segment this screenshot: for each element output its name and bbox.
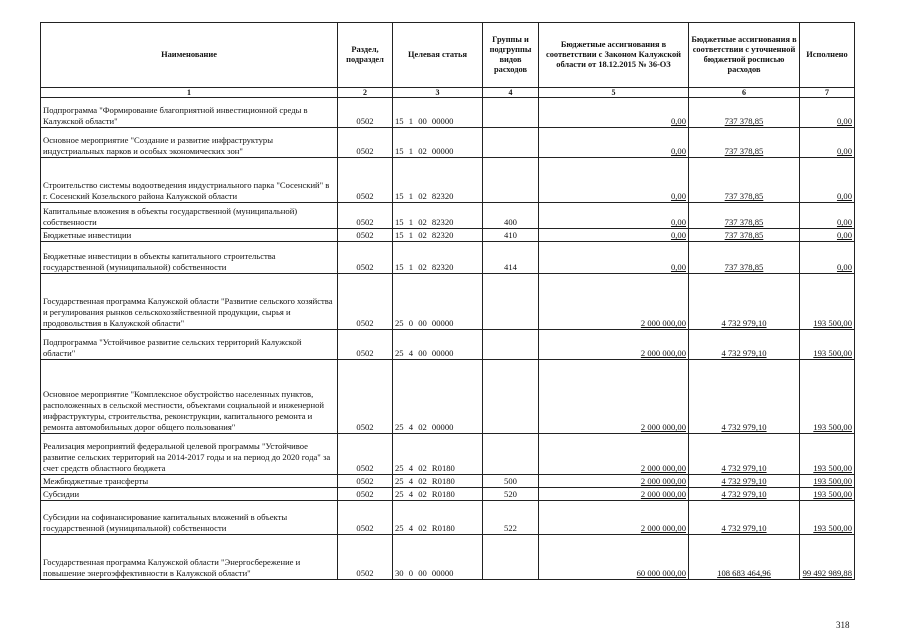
row-group xyxy=(483,535,539,580)
row-section: 0502 xyxy=(338,158,393,203)
row-revised-value: 4 732 979,10 xyxy=(689,360,800,434)
row-group xyxy=(483,158,539,203)
row-law-value: 2 000 000,00 xyxy=(539,330,689,360)
row-group: 520 xyxy=(483,488,539,501)
row-executed-value: 193 500,00 xyxy=(800,488,855,501)
row-name: Строительство системы водоотведения индустриального парка "Сосенский" в г. Сосенский Козельского района Калужской области xyxy=(41,158,338,203)
row-revised-value: 737 378,85 xyxy=(689,203,800,229)
page-number: 318 xyxy=(836,620,850,630)
row-name: Подпрограмма "Устойчивое развитие сельских территорий Калужской области" xyxy=(41,330,338,360)
table-row xyxy=(41,475,855,488)
column-number: 1 xyxy=(41,88,338,98)
row-target: 25 4 02 R0180 xyxy=(393,475,483,488)
row-target: 15 1 00 00000 xyxy=(393,98,483,128)
table-row xyxy=(41,98,855,128)
row-group xyxy=(483,360,539,434)
row-section: 0502 xyxy=(338,203,393,229)
row-law-value: 60 000 000,00 xyxy=(539,535,689,580)
row-law-value: 2 000 000,00 xyxy=(539,488,689,501)
row-group xyxy=(483,274,539,330)
table-row xyxy=(41,535,855,580)
header-law-allocation: Бюджетные ассигнования в соответствии с Законом Калужской области от 18.12.2015 № 36-ОЗ xyxy=(539,23,689,88)
row-revised-value: 4 732 979,10 xyxy=(689,488,800,501)
column-number: 3 xyxy=(393,88,483,98)
table-row xyxy=(41,158,855,203)
column-number: 7 xyxy=(800,88,855,98)
row-revised-value: 737 378,85 xyxy=(689,229,800,242)
row-law-value: 2 000 000,00 xyxy=(539,360,689,434)
table-row xyxy=(41,229,855,242)
row-revised-value: 4 732 979,10 xyxy=(689,475,800,488)
row-name: Основное мероприятие "Комплексное обустройство населенных пунктов, расположенных в сельской местности, объектами социальной и инженерной инфраструктуры, строительства, реконструкции, капитального ремонта и ремонта автомобильных дорог общего пользования" xyxy=(41,360,338,434)
table-row xyxy=(41,360,855,434)
row-executed-value: 0,00 xyxy=(800,158,855,203)
row-executed-value: 193 500,00 xyxy=(800,274,855,330)
row-name: Государственная программа Калужской области "Энергосбережение и повышение энергоэффективности в Калужской области" xyxy=(41,535,338,580)
row-name: Реализация мероприятий федеральной целевой программы "Устойчивое развитие сельских территорий на 2014-2017 годы и на период до 2020 года" за счет средств областного бюджета xyxy=(41,434,338,475)
row-target: 25 4 02 00000 xyxy=(393,360,483,434)
table-row xyxy=(41,242,855,274)
row-target: 15 1 02 82320 xyxy=(393,203,483,229)
table-row xyxy=(41,128,855,158)
header-target: Целевая статья xyxy=(393,23,483,88)
row-law-value: 2 000 000,00 xyxy=(539,475,689,488)
table-row xyxy=(41,488,855,501)
row-target: 15 1 02 82320 xyxy=(393,158,483,203)
column-number: 6 xyxy=(689,88,800,98)
header-section: Раздел, подраздел xyxy=(338,23,393,88)
row-name: Подпрограмма "Формирование благоприятной инвестиционной среды в Калужской области" xyxy=(41,98,338,128)
row-section: 0502 xyxy=(338,434,393,475)
row-executed-value: 193 500,00 xyxy=(800,501,855,535)
row-executed-value: 0,00 xyxy=(800,229,855,242)
row-target: 15 1 02 00000 xyxy=(393,128,483,158)
row-target: 25 4 02 R0180 xyxy=(393,434,483,475)
row-revised-value: 108 683 464,96 xyxy=(689,535,800,580)
row-target: 30 0 00 00000 xyxy=(393,535,483,580)
header-row xyxy=(41,23,855,88)
row-revised-value: 4 732 979,10 xyxy=(689,434,800,475)
row-section: 0502 xyxy=(338,229,393,242)
row-revised-value: 4 732 979,10 xyxy=(689,501,800,535)
row-section: 0502 xyxy=(338,274,393,330)
table-row xyxy=(41,330,855,360)
row-section: 0502 xyxy=(338,488,393,501)
row-executed-value: 193 500,00 xyxy=(800,330,855,360)
column-number-row xyxy=(41,88,855,98)
column-number: 2 xyxy=(338,88,393,98)
row-revised-value: 737 378,85 xyxy=(689,242,800,274)
budget-table xyxy=(40,22,855,580)
row-group xyxy=(483,330,539,360)
row-section: 0502 xyxy=(338,475,393,488)
row-section: 0502 xyxy=(338,360,393,434)
row-group: 400 xyxy=(483,203,539,229)
row-law-value: 2 000 000,00 xyxy=(539,274,689,330)
row-target: 25 0 00 00000 xyxy=(393,274,483,330)
row-section: 0502 xyxy=(338,501,393,535)
row-section: 0502 xyxy=(338,128,393,158)
row-section: 0502 xyxy=(338,98,393,128)
row-executed-value: 193 500,00 xyxy=(800,434,855,475)
row-executed-value: 193 500,00 xyxy=(800,475,855,488)
header-executed: Исполнено xyxy=(800,23,855,88)
row-target: 25 4 02 R0180 xyxy=(393,488,483,501)
row-section: 0502 xyxy=(338,242,393,274)
table-row xyxy=(41,203,855,229)
row-law-value: 0,00 xyxy=(539,98,689,128)
row-group: 410 xyxy=(483,229,539,242)
row-executed-value: 0,00 xyxy=(800,98,855,128)
row-group xyxy=(483,434,539,475)
row-name: Капитальные вложения в объекты государственной (муниципальной) собственности xyxy=(41,203,338,229)
row-name: Субсидии xyxy=(41,488,338,501)
column-number: 5 xyxy=(539,88,689,98)
row-law-value: 2 000 000,00 xyxy=(539,501,689,535)
row-section: 0502 xyxy=(338,535,393,580)
row-law-value: 2 000 000,00 xyxy=(539,434,689,475)
header-revised-allocation: Бюджетные ассигнования в соответствии с уточненной бюджетной росписью расходов xyxy=(689,23,800,88)
header-name: Наименование xyxy=(41,23,338,88)
row-target: 15 1 02 82320 xyxy=(393,242,483,274)
row-name: Основное мероприятие "Создание и развитие инфраструктуры индустриальных парков и особых экономических зон" xyxy=(41,128,338,158)
row-group: 522 xyxy=(483,501,539,535)
row-group: 500 xyxy=(483,475,539,488)
row-name: Бюджетные инвестиции xyxy=(41,229,338,242)
row-group xyxy=(483,98,539,128)
table-row xyxy=(41,274,855,330)
table-row xyxy=(41,501,855,535)
row-revised-value: 4 732 979,10 xyxy=(689,274,800,330)
row-law-value: 0,00 xyxy=(539,242,689,274)
table-row xyxy=(41,434,855,475)
row-target: 15 1 02 82320 xyxy=(393,229,483,242)
row-executed-value: 193 500,00 xyxy=(800,360,855,434)
row-executed-value: 0,00 xyxy=(800,242,855,274)
row-name: Субсидии на софинансирование капитальных вложений в объекты государственной (муниципальной) собственности xyxy=(41,501,338,535)
row-executed-value: 0,00 xyxy=(800,128,855,158)
row-revised-value: 4 732 979,10 xyxy=(689,330,800,360)
row-revised-value: 737 378,85 xyxy=(689,128,800,158)
row-target: 25 4 00 00000 xyxy=(393,330,483,360)
row-law-value: 0,00 xyxy=(539,128,689,158)
row-group xyxy=(483,128,539,158)
row-section: 0502 xyxy=(338,330,393,360)
row-law-value: 0,00 xyxy=(539,229,689,242)
row-law-value: 0,00 xyxy=(539,203,689,229)
row-law-value: 0,00 xyxy=(539,158,689,203)
row-name: Бюджетные инвестиции в объекты капитального строительства государственной (муниципальной) собственности xyxy=(41,242,338,274)
row-name: Межбюджетные трансферты xyxy=(41,475,338,488)
header-group: Группы и подгруппы видов расходов xyxy=(483,23,539,88)
column-number: 4 xyxy=(483,88,539,98)
row-executed-value: 0,00 xyxy=(800,203,855,229)
row-revised-value: 737 378,85 xyxy=(689,98,800,128)
row-revised-value: 737 378,85 xyxy=(689,158,800,203)
row-group: 414 xyxy=(483,242,539,274)
row-target: 25 4 02 R0180 xyxy=(393,501,483,535)
row-executed-value: 99 492 989,88 xyxy=(800,535,855,580)
row-name: Государственная программа Калужской области "Развитие сельского хозяйства и регулирования рынков сельскохозяйственной продукции, сырья и продовольствия в Калужской области" xyxy=(41,274,338,330)
